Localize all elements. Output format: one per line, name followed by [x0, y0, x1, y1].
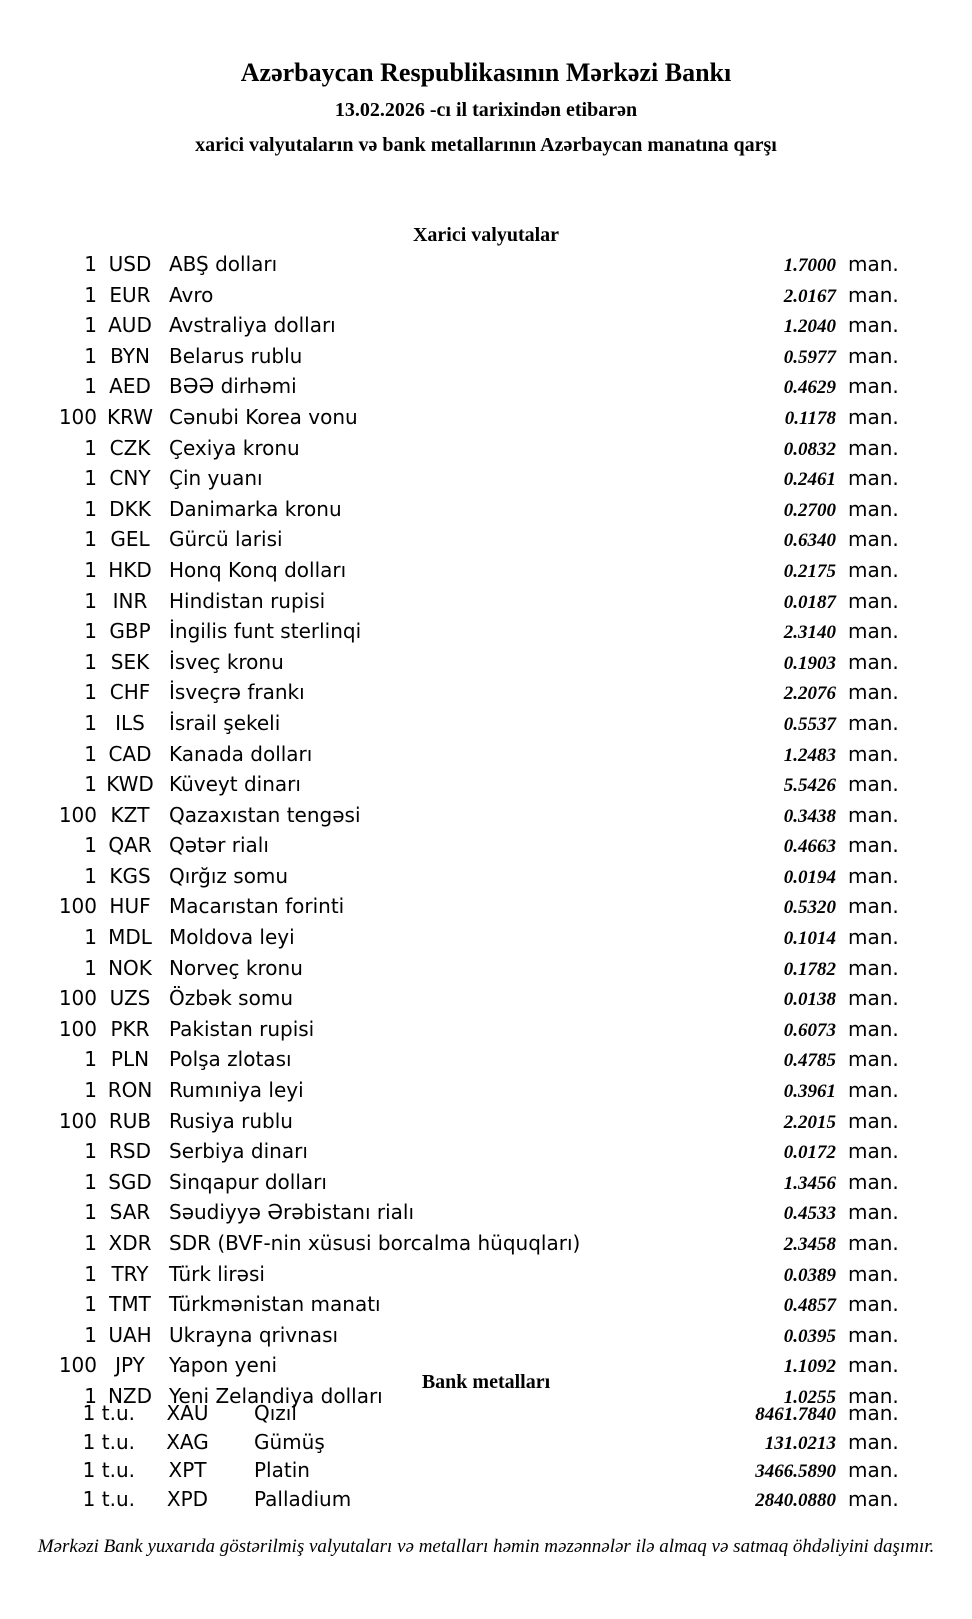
currency-name: Gürcü larisi	[169, 527, 283, 552]
currency-code: ILS	[115, 710, 145, 735]
exchange-rate: 0.3961	[783, 1081, 836, 1103]
manat-unit-label: man.	[848, 894, 899, 919]
currency-name: Çexiya kronu	[169, 435, 300, 460]
manat-unit-label: man.	[848, 496, 899, 521]
currency-code: RSD	[109, 1139, 151, 1164]
metal-code: XAG	[166, 1429, 209, 1454]
exchange-rate: 0.2700	[783, 499, 836, 521]
currency-code: CAD	[108, 741, 152, 766]
metal-name: Platin	[254, 1458, 310, 1483]
manat-unit-label: man.	[848, 435, 899, 460]
effective-date: 13.02.2026 -cı il tarixindən etibarən	[334, 99, 638, 121]
currency-quantity: 100	[58, 986, 97, 1011]
currency-name: Türk lirəsi	[169, 1261, 265, 1286]
currency-code: HKD	[108, 557, 152, 582]
manat-unit-label: man.	[848, 404, 899, 429]
currency-name: Sinqapur dolları	[169, 1169, 327, 1194]
currency-quantity: 1	[84, 282, 97, 307]
currency-name: Belarus rublu	[169, 343, 303, 368]
currency-code: SGD	[108, 1169, 152, 1194]
currency-row	[0, 984, 902, 1015]
currency-quantity: 1	[84, 680, 97, 705]
currency-row	[0, 1015, 902, 1046]
metal-quantity: 1 t.u.	[82, 1429, 135, 1454]
currency-quantity: 1	[84, 1322, 97, 1347]
currency-name: İngilis funt sterlinqi	[169, 619, 362, 644]
metal-quantity: 1 t.u.	[82, 1486, 135, 1511]
exchange-rate: 2.0167	[783, 285, 836, 307]
currency-name: Serbiya dinarı	[169, 1139, 308, 1164]
currency-quantity: 1	[84, 588, 97, 613]
currency-quantity: 100	[58, 404, 97, 429]
exchange-rate: 0.1178	[784, 407, 836, 429]
metal-name: Qızıl	[254, 1401, 297, 1425]
currency-quantity: 100	[58, 1108, 97, 1133]
currency-quantity: 1	[84, 435, 97, 460]
exchange-rate: 0.6073	[783, 1019, 836, 1041]
currency-quantity: 1	[84, 925, 97, 950]
currency-code: TRY	[111, 1261, 149, 1286]
currency-quantity: 1	[84, 1231, 97, 1255]
manat-unit-label: man.	[848, 1261, 899, 1286]
currency-code: CNY	[109, 466, 151, 491]
manat-unit-label: man.	[848, 1200, 899, 1225]
currency-code: AUD	[108, 313, 152, 338]
metal-code: XAU	[166, 1401, 209, 1425]
exchange-rate: 0.4785	[783, 1050, 836, 1072]
exchange-rate: 0.1903	[783, 652, 836, 674]
currency-code: UZS	[109, 986, 151, 1011]
metal-name: Gümüş	[254, 1429, 325, 1454]
currency-name: Honq Konq dolları	[169, 557, 347, 582]
currency-code: KGS	[109, 863, 151, 888]
currency-row	[0, 1076, 902, 1107]
exchange-rate: 0.1782	[783, 958, 836, 980]
currency-section-title: Xarici valyutalar	[412, 224, 560, 246]
exchange-rate: 0.3438	[783, 805, 836, 827]
currency-quantity: 100	[58, 802, 97, 827]
currency-name: Avro	[169, 282, 214, 307]
manat-unit-label: man.	[848, 802, 899, 827]
currency-quantity: 1	[84, 772, 97, 797]
manat-unit-label: man.	[848, 986, 899, 1011]
currency-name: Norveç kronu	[169, 955, 303, 980]
exchange-rate: 0.4629	[783, 377, 836, 399]
currency-code: INR	[112, 588, 148, 613]
exchange-rate: 0.4857	[783, 1295, 836, 1317]
currency-name: Macarıstan forinti	[169, 894, 345, 919]
currency-code: EUR	[109, 282, 151, 307]
exchange-rate: 2.3140	[783, 622, 836, 644]
currency-name: Danimarka kronu	[169, 496, 342, 521]
manat-unit-label: man.	[848, 863, 899, 888]
manat-unit-label: man.	[848, 680, 899, 705]
currency-quantity: 1	[84, 557, 97, 582]
currency-row	[0, 1168, 902, 1199]
manat-unit-label: man.	[848, 741, 899, 766]
exchange-rate: 0.4533	[783, 1203, 836, 1225]
currency-row	[0, 740, 902, 771]
currency-row	[0, 831, 902, 862]
exchange-rate: 0.0172	[783, 1142, 836, 1164]
manat-unit-label: man.	[848, 343, 899, 368]
metal-quantity: 1 t.u.	[82, 1458, 135, 1483]
manat-unit-label: man.	[848, 619, 899, 644]
manat-unit-label: man.	[848, 710, 899, 735]
exchange-rate: 0.5537	[783, 713, 836, 735]
manat-unit-label: man.	[848, 1429, 899, 1454]
exchange-rate: 0.0395	[783, 1325, 836, 1347]
currency-name: Türkmənistan manatı	[169, 1292, 381, 1317]
currency-row	[0, 709, 902, 740]
manat-unit-label: man.	[848, 466, 899, 491]
currency-code: JPY	[115, 1353, 145, 1378]
currency-rates-table	[0, 250, 972, 1413]
manat-unit-label: man.	[848, 252, 899, 276]
currency-code: CZK	[109, 435, 151, 460]
manat-unit-label: man.	[848, 527, 899, 552]
metal-rate: 3466.5890	[755, 1461, 836, 1483]
exchange-rate: 0.5320	[783, 897, 836, 919]
manat-unit-label: man.	[848, 1169, 899, 1194]
currency-row	[0, 556, 902, 587]
manat-unit-label: man.	[848, 588, 899, 613]
currency-quantity: 1	[84, 863, 97, 888]
currency-code: PLN	[110, 1047, 150, 1072]
exchange-rate: 0.0187	[783, 591, 836, 613]
currency-row	[0, 923, 902, 954]
currency-code: SEK	[110, 649, 150, 674]
currency-quantity: 1	[84, 833, 97, 858]
currency-quantity: 1	[84, 313, 97, 338]
metal-rates-table	[0, 1400, 972, 1514]
currency-code: USD	[108, 252, 152, 276]
metal-quantity: 1 t.u.	[82, 1401, 135, 1425]
exchange-rate: 0.6340	[783, 530, 836, 552]
exchange-rate: 0.2175	[783, 560, 836, 582]
currency-name: Rusiya rublu	[169, 1108, 293, 1133]
currency-row	[0, 801, 902, 832]
manat-unit-label: man.	[848, 1231, 899, 1255]
metal-rate: 2840.0880	[755, 1489, 836, 1511]
currency-row	[0, 1137, 902, 1168]
currency-row	[0, 464, 902, 495]
currency-code: UAH	[108, 1322, 152, 1347]
currency-name: BƏƏ dirhəmi	[169, 374, 297, 399]
currency-code: KZT	[110, 802, 150, 827]
manat-unit-label: man.	[848, 313, 899, 338]
currency-code: HUF	[109, 894, 151, 919]
currency-name: Qırğız somu	[169, 863, 289, 888]
currency-code: AED	[109, 374, 151, 399]
currency-row	[0, 862, 902, 893]
currency-name: Yapon yeni	[169, 1353, 278, 1378]
manat-unit-label: man.	[848, 772, 899, 797]
currency-code: MDL	[108, 925, 152, 950]
currency-name: Qazaxıstan tengəsi	[169, 802, 361, 827]
metal-rate: 8461.7840	[755, 1404, 836, 1425]
currency-quantity: 100	[58, 894, 97, 919]
currency-name: Rumıniya leyi	[169, 1078, 304, 1103]
currency-row	[0, 892, 902, 923]
currency-name: Hindistan rupisi	[169, 588, 326, 613]
currency-name: Səudiyyə Ərəbistanı rialı	[169, 1200, 415, 1225]
currency-name: İsveçrə frankı	[169, 680, 305, 705]
currency-quantity: 100	[58, 1016, 97, 1041]
manat-unit-label: man.	[848, 1458, 899, 1483]
currency-code: SAR	[109, 1200, 151, 1225]
exchange-rate: 0.4663	[783, 836, 836, 858]
manat-unit-label: man.	[848, 1353, 899, 1378]
exchange-rate: 2.2015	[783, 1111, 836, 1133]
currency-name: İsveç kronu	[169, 649, 284, 674]
metal-code: XPT	[168, 1458, 207, 1483]
currency-code: RON	[107, 1078, 153, 1103]
currency-name: Qətər rialı	[169, 833, 269, 858]
currency-row	[0, 525, 902, 556]
currency-name: İsrail şekeli	[169, 710, 281, 735]
currency-code: KWD	[106, 772, 154, 797]
currency-name: Kanada dolları	[169, 741, 313, 766]
currency-name: Moldova leyi	[169, 925, 295, 950]
currency-code: CHF	[109, 680, 151, 705]
manat-unit-label: man.	[848, 1139, 899, 1164]
currency-name: Avstraliya dolları	[169, 313, 336, 338]
currency-quantity: 1	[84, 374, 97, 399]
exchange-rate: 2.2076	[783, 683, 836, 705]
currency-code: GBP	[109, 619, 151, 644]
currency-quantity: 1	[84, 1200, 97, 1225]
currency-row	[0, 1260, 902, 1291]
currency-row	[0, 648, 902, 679]
currency-code: NZD	[107, 1383, 153, 1408]
manat-unit-label: man.	[848, 374, 899, 399]
currency-row	[0, 1321, 902, 1352]
exchange-rate: 1.1092	[783, 1356, 836, 1378]
manat-unit-label: man.	[848, 649, 899, 674]
currency-quantity: 1	[84, 1261, 97, 1286]
manat-unit-label: man.	[848, 1047, 899, 1072]
metal-rate: 131.0213	[764, 1432, 836, 1454]
currency-row	[0, 617, 902, 648]
currency-quantity: 1	[84, 343, 97, 368]
currency-row	[0, 587, 902, 618]
metal-row	[0, 1486, 902, 1515]
currency-name: Pakistan rupisi	[169, 1016, 315, 1041]
exchange-rate: 0.0138	[783, 989, 836, 1011]
currency-quantity: 100	[58, 1353, 97, 1378]
exchange-rate: 5.5426	[783, 775, 836, 797]
metal-row	[0, 1457, 902, 1486]
exchange-rate: 0.0194	[783, 866, 836, 888]
currency-code: XDR	[108, 1231, 152, 1255]
exchange-rate: 0.0832	[783, 438, 836, 460]
currency-row	[0, 250, 902, 281]
manat-unit-label: man.	[848, 1292, 899, 1317]
currency-row	[0, 954, 902, 985]
manat-unit-label: man.	[848, 1108, 899, 1133]
manat-unit-label: man.	[848, 925, 899, 950]
currency-row	[0, 1229, 902, 1260]
currency-quantity: 1	[84, 1047, 97, 1072]
currency-row	[0, 495, 902, 526]
metal-row	[0, 1429, 902, 1458]
currency-name: Özbək somu	[169, 986, 293, 1011]
manat-unit-label: man.	[848, 955, 899, 980]
currency-row	[0, 1045, 902, 1076]
currency-quantity: 1	[84, 1292, 97, 1317]
exchange-rate: 0.5977	[783, 346, 836, 368]
exchange-rate: 1.2483	[783, 744, 836, 766]
currency-row	[0, 678, 902, 709]
currency-quantity: 1	[84, 955, 97, 980]
manat-unit-label: man.	[848, 1486, 899, 1511]
currency-row	[0, 342, 902, 373]
currency-quantity: 1	[84, 1383, 97, 1408]
currency-name: Ukrayna qrivnası	[169, 1322, 339, 1347]
exchange-rate: 0.2461	[783, 469, 836, 491]
page-subtitle: xarici valyutaların və bank metallarının Azərbaycan manatına qarşı	[195, 134, 777, 156]
currency-quantity: 1	[84, 1078, 97, 1103]
currency-name: Çin yuanı	[169, 466, 263, 491]
exchange-rate: 2.3458	[783, 1234, 836, 1255]
exchange-rate: 1.3456	[783, 1172, 836, 1194]
currency-code: DKK	[109, 496, 151, 521]
currency-quantity: 1	[84, 741, 97, 766]
currency-name: Yeni Zelandiya dolları	[169, 1383, 383, 1408]
currency-row	[0, 372, 902, 403]
currency-quantity: 1	[84, 252, 97, 276]
currency-code: QAR	[108, 833, 152, 858]
manat-unit-label: man.	[848, 1401, 899, 1425]
currency-quantity: 1	[84, 496, 97, 521]
currency-quantity: 1	[84, 466, 97, 491]
currency-row	[0, 434, 902, 465]
currency-quantity: 1	[84, 649, 97, 674]
manat-unit-label: man.	[848, 1383, 899, 1408]
manat-unit-label: man.	[848, 1016, 899, 1041]
currency-row	[0, 770, 902, 801]
metal-code: XPD	[166, 1486, 209, 1511]
currency-quantity: 1	[84, 710, 97, 735]
manat-unit-label: man.	[848, 833, 899, 858]
currency-code: BYN	[110, 343, 150, 368]
page-title: Azərbaycan Respublikasının Mərkəzi Bankı	[240, 58, 732, 87]
currency-name: ABŞ dolları	[169, 252, 278, 276]
manat-unit-label: man.	[848, 1078, 899, 1103]
exchange-rate: 0.1014	[783, 928, 836, 950]
currency-code: PKR	[110, 1016, 150, 1041]
manat-unit-label: man.	[848, 557, 899, 582]
exchange-rate: 1.7000	[783, 255, 836, 276]
currency-quantity: 1	[84, 1169, 97, 1194]
currency-name: Polşa zlotası	[169, 1047, 292, 1072]
currency-quantity: 1	[84, 1139, 97, 1164]
currency-name: Cənubi Korea vonu	[169, 404, 358, 429]
exchange-rate: 1.2040	[783, 316, 836, 338]
exchange-rate: 0.0389	[783, 1264, 836, 1286]
manat-unit-label: man.	[848, 1322, 899, 1347]
metal-row	[0, 1400, 902, 1429]
currency-row	[0, 1107, 902, 1138]
exchange-rate: 1.0255	[783, 1386, 836, 1408]
currency-row	[0, 1290, 902, 1321]
currency-code: TMT	[109, 1292, 151, 1317]
currency-code: RUB	[108, 1108, 152, 1133]
currency-quantity: 1	[84, 619, 97, 644]
currency-name: Küveyt dinarı	[169, 772, 301, 797]
currency-row	[0, 311, 902, 342]
currency-quantity: 1	[84, 527, 97, 552]
currency-row	[0, 1198, 902, 1229]
currency-code: NOK	[108, 955, 152, 980]
manat-unit-label: man.	[848, 282, 899, 307]
currency-row	[0, 403, 902, 434]
currency-name: SDR (BVF-nin xüsusi borcalma hüquqları)	[169, 1231, 581, 1255]
currency-code: KRW	[107, 404, 153, 429]
metal-section-title: Bank metalları	[421, 1371, 551, 1393]
currency-row	[0, 281, 902, 312]
disclaimer-text: Mərkəzi Bank yuxarıda göstərilmiş valyutaları və metalları həmin məzənnələr ilə almaq və satmaq öhdəliyini daşımır.	[37, 1536, 935, 1557]
metal-name: Palladium	[254, 1486, 352, 1511]
currency-code: GEL	[110, 527, 150, 552]
